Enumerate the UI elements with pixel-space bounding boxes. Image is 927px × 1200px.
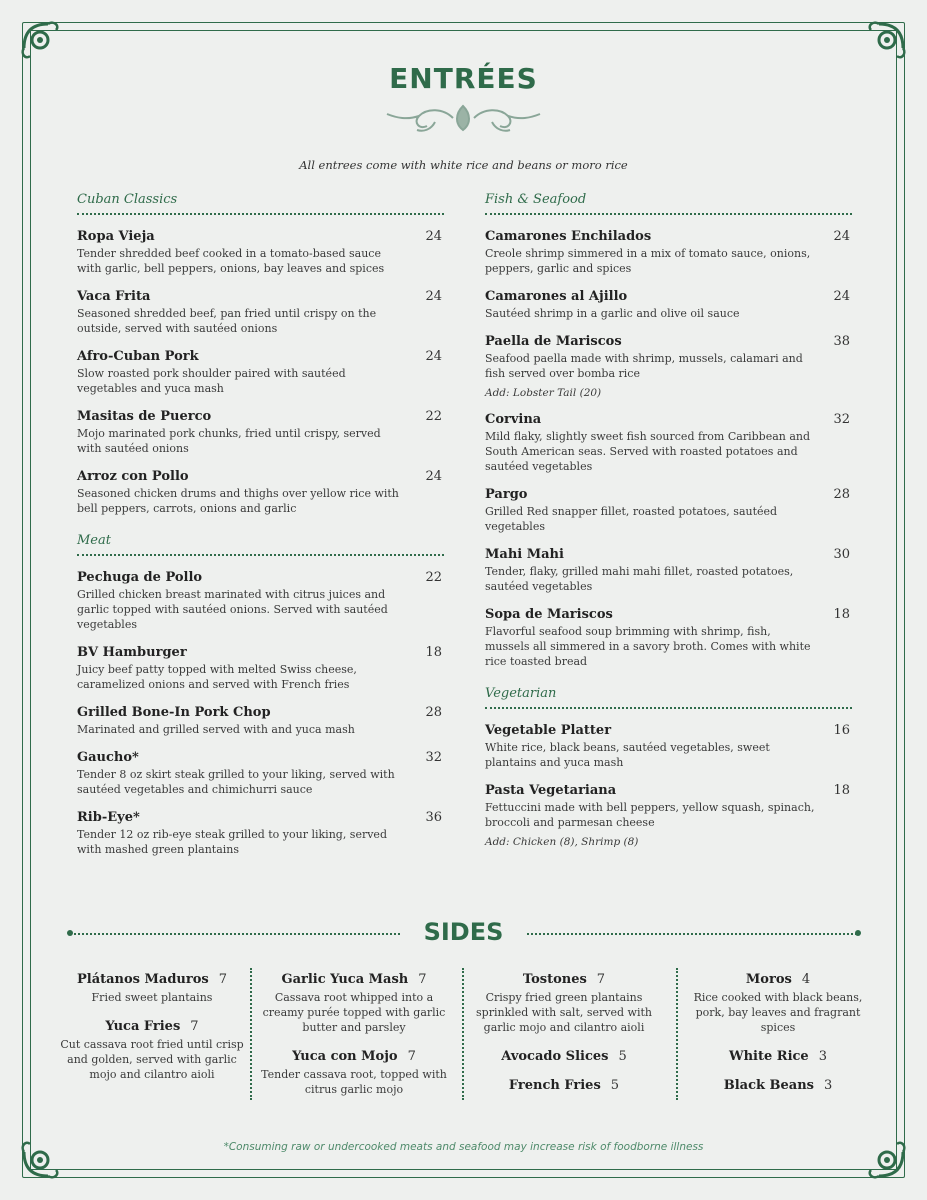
item-name: Vegetable Platter [485,723,612,738]
item-name: Masitas de Puerco [77,409,212,424]
side-price: 7 [418,972,427,987]
left-menu-column [77,192,444,874]
rule-dot [855,930,861,936]
item-description: Mojo marinated pork chunks, fried until crispy, served with sautéed onions [77,427,381,455]
side-line [466,1045,662,1064]
item-name: Pasta Vegetariana [485,783,617,798]
item-name: Vaca Frita [77,289,151,304]
item-price: 36 [425,810,442,825]
side-line [54,968,250,987]
item-description: Tender 12 oz rib-eye steak grilled to your liking, served with mashed green plantains [77,828,387,856]
side-name: Black Beans [723,1078,814,1093]
section-heading: Vegetarian [485,686,852,709]
menu-item [77,349,444,396]
item-description: Fettuccini made with bell peppers, yellow squash, spinach, broccoli and parmesan cheese [485,801,815,829]
item-price: 32 [425,750,442,765]
side-name: Garlic Yuca Mash [281,972,409,987]
item-addon: Add: Chicken (8), Shrimp (8) [485,836,639,848]
item-price: 22 [425,409,442,424]
item-name: Pechuga de Pollo [77,570,203,585]
side-name: Plátanos Maduros [76,972,209,987]
item-description: Tender, flaky, grilled mahi mahi fillet, roasted potatoes, sautéed vegetables [485,565,794,593]
side-description: Cassava root whipped into a creamy purée topped with garlic butter and parsley [262,991,446,1034]
sides-column [256,968,452,1107]
menu-item [485,783,852,848]
side-name: Tostones [522,972,587,987]
item-name: Grilled Bone-In Pork Chop [77,705,271,720]
item-name: Mahi Mahi [485,547,564,562]
side-line [680,968,876,987]
side-name: Avocado Slices [501,1049,609,1064]
item-description: Grilled Red snapper fillet, roasted potatoes, sautéed vegetables [485,505,778,533]
menu-item [485,229,852,276]
side-line [256,968,452,987]
item-description: Grilled chicken breast marinated with citrus juices and garlic topped with sautéed onions. Served with sautéed vegetables [77,588,388,631]
side-line [466,1074,662,1093]
item-price: 30 [833,547,850,562]
page-title: ENTRÉES [389,62,538,95]
side-line [466,968,662,987]
side-description: Rice cooked with black beans, pork, bay leaves and fragrant spices [693,991,863,1034]
allergy-disclaimer: *Consuming raw or undercooked meats and seafood may increase risk of foodborne illness [223,1141,704,1153]
side-description: Fried sweet plantains [91,991,213,1004]
menu-item [485,723,852,770]
right-menu-column [485,192,852,865]
section-heading: Fish & Seafood [485,192,852,215]
item-description: White rice, black beans, sautéed vegetables, sweet plantains and yuca mash [485,741,770,769]
side-item [256,1045,452,1097]
item-price: 18 [425,645,442,660]
item-description: Seafood paella made with shrimp, mussels, calamari and fish served over bomba rice [485,352,803,380]
menu-item [77,289,444,336]
side-description: Tender cassava root, topped with citrus garlic mojo [261,1068,447,1096]
menu-item [77,645,444,692]
side-price: 5 [618,1049,627,1064]
item-price: 24 [425,469,442,484]
item-name: Afro-Cuban Pork [77,349,199,364]
menu-item [77,705,444,737]
side-price: 7 [190,1019,199,1034]
side-item [256,968,452,1035]
side-item [680,1074,876,1093]
item-description: Sautéed shrimp in a garlic and olive oil sauce [485,307,740,320]
item-addon: Add: Lobster Tail (20) [485,387,602,399]
sides-column [680,968,876,1103]
sides-title: SIDES [423,918,504,946]
side-name: French Fries [508,1078,601,1093]
item-price: 24 [425,289,442,304]
item-price: 22 [425,570,442,585]
item-description: Tender 8 oz skirt steak grilled to your liking, served with sautéed vegetables and chimichurri sauce [77,768,395,796]
item-name: Arroz con Pollo [77,469,189,484]
item-description: Seasoned shredded beef, pan fried until crispy on the outside, served with sautéed onions [77,307,377,335]
item-price: 38 [833,334,850,349]
side-price: 4 [801,972,811,987]
side-description: Cut cassava root fried until crisp and golden, served with garlic mojo and cilantro aioli [60,1038,244,1081]
sides-rule-right [527,933,857,935]
item-price: 16 [833,723,850,738]
sides-column [466,968,662,1103]
side-description: Crispy fried green plantains sprinkled with salt, served with garlic mojo and cilantro aioli [476,991,652,1034]
menu-item [485,289,852,321]
side-line [680,1045,876,1064]
side-item [680,968,876,1035]
section-heading: Meat [77,533,444,556]
item-price: 28 [833,487,850,502]
side-item [466,1045,662,1064]
item-name: Rib-Eye* [77,810,140,825]
side-line [256,1045,452,1064]
sides-column [54,968,250,1092]
item-description: Marinated and grilled served with and yuca mash [77,723,355,736]
menu-item [77,229,444,276]
item-price: 24 [425,229,442,244]
item-description: Seasoned chicken drums and thighs over yellow rice with bell peppers, carrots, onions and garlic [77,487,399,515]
side-price: 3 [823,1078,833,1093]
column-divider [250,968,252,1100]
side-price: 7 [218,972,227,987]
item-description: Creole shrimp simmered in a mix of tomato sauce, onions, peppers, garlic and spices [485,247,811,275]
side-item [466,1074,662,1093]
menu-item [485,547,852,594]
column-divider [462,968,464,1100]
column-divider [676,968,678,1100]
item-name: Ropa Vieja [77,229,155,244]
item-description: Juicy beef patty topped with melted Swiss cheese, caramelized onions and served with French fries [77,663,357,691]
item-description: Slow roasted pork shoulder paired with sautéed vegetables and yuca mash [77,367,346,395]
item-price: 18 [833,783,850,798]
side-name: Moros [745,972,792,987]
entree-note: All entrees come with white rice and beans or moro rice [299,158,628,172]
ornament-divider-icon [383,100,544,136]
side-name: Yuca Fries [105,1019,181,1034]
item-name: Corvina [485,412,542,427]
section-heading: Cuban Classics [77,192,444,215]
item-name: Paella de Mariscos [485,334,622,349]
side-line [54,1015,250,1034]
side-price: 5 [610,1078,620,1093]
side-price: 7 [407,1049,416,1064]
side-item [466,968,662,1035]
item-name: Camarones Enchilados [485,229,652,244]
menu-item [77,750,444,797]
side-item [680,1045,876,1064]
item-price: 24 [425,349,442,364]
menu-item [485,334,852,399]
item-description: Tender shredded beef cooked in a tomato-based sauce with garlic, bell peppers, onions, bay leaves and spices [77,247,385,275]
side-name: White Rice [728,1049,809,1064]
item-name: Gaucho* [77,750,139,765]
menu-item [485,412,852,474]
menu-item [77,810,444,857]
item-price: 18 [833,607,850,622]
menu-item [77,409,444,456]
item-name: Pargo [485,487,528,502]
menu-item [77,570,444,632]
item-price: 32 [833,412,850,427]
side-price: 3 [818,1049,827,1064]
menu-item [485,607,852,669]
side-price: 7 [596,972,606,987]
side-name: Yuca con Mojo [292,1049,398,1064]
side-item [54,1015,250,1082]
menu-item [485,487,852,534]
menu-item [77,469,444,516]
item-name: Sopa de Mariscos [485,607,613,622]
item-price: 28 [425,705,442,720]
item-description: Flavorful seafood soup brimming with shrimp, fish, mussels all simmered in a savory broth. Comes with white rice toasted bread [485,625,811,668]
side-item [54,968,250,1005]
item-price: 24 [833,229,850,244]
side-line [680,1074,876,1093]
item-name: Camarones al Ajillo [485,289,628,304]
item-description: Mild flaky, slightly sweet fish sourced from Caribbean and South American seas. Served with roasted potatoes and sautéed vegetables [485,430,811,473]
item-price: 24 [833,289,850,304]
item-name: BV Hamburger [77,645,187,660]
